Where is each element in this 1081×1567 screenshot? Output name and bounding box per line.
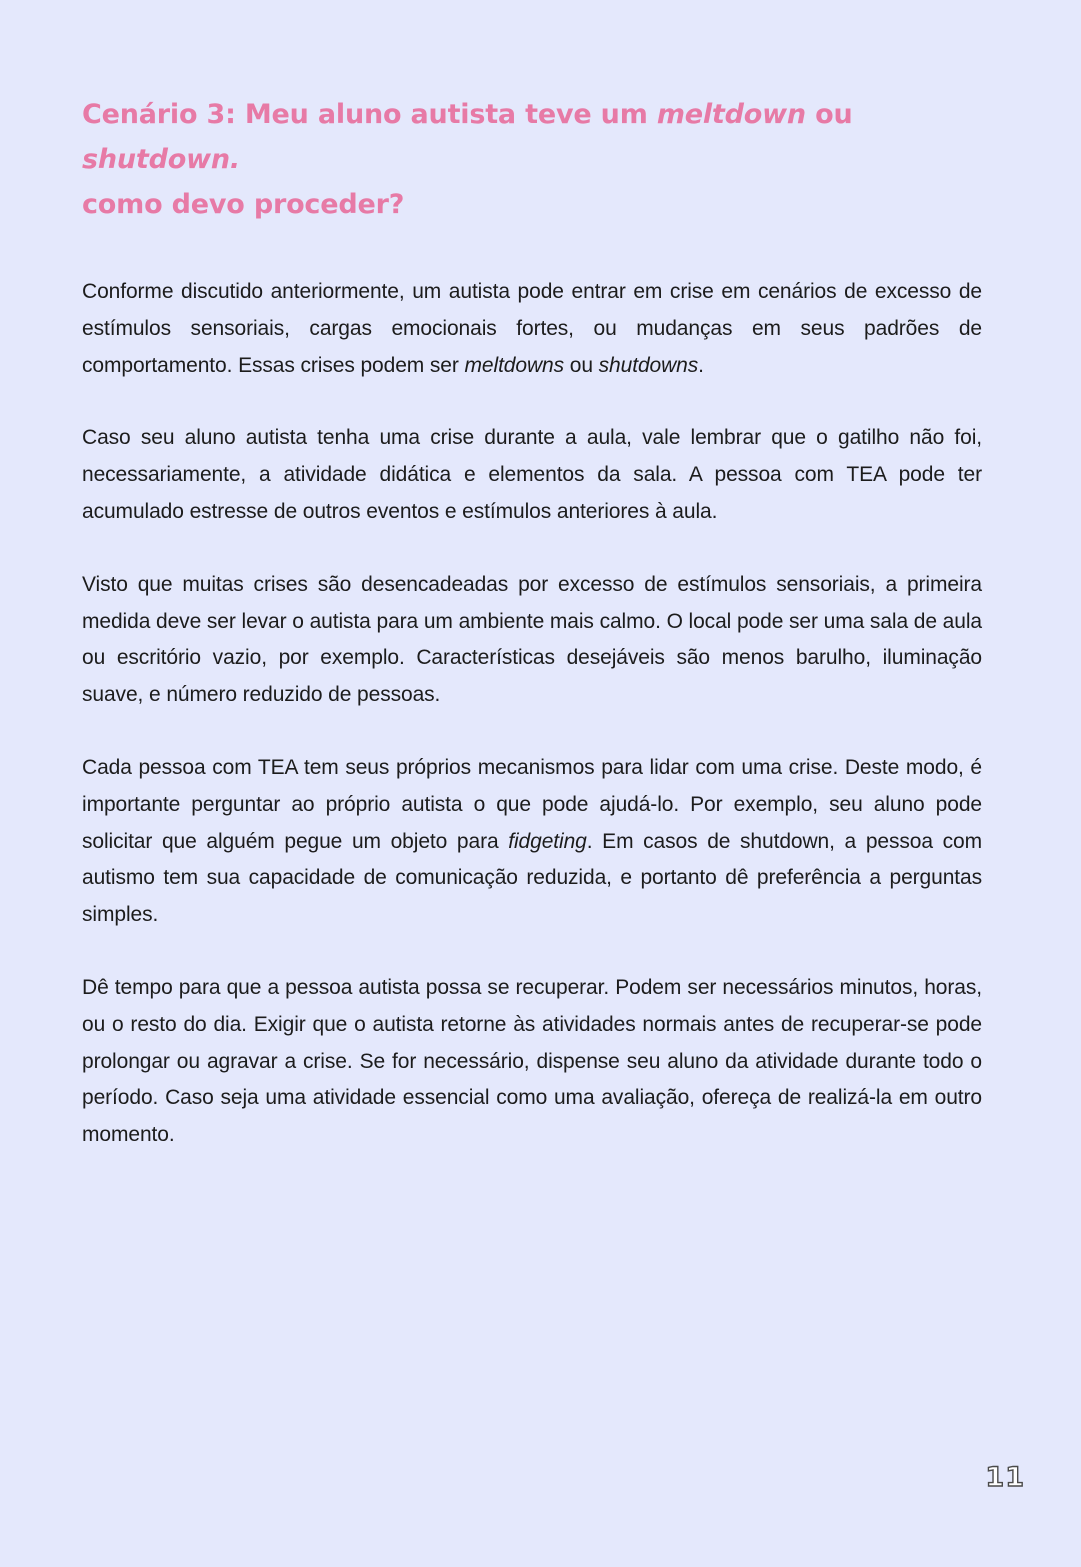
title-emphasis-meltdown: meltdown (656, 99, 806, 130)
title-middle: ou (805, 99, 853, 130)
title-emphasis-shutdown: shutdown. (82, 144, 240, 175)
page-number: 11 (985, 1462, 1025, 1493)
paragraph-4-text-b: . Em casos de shutdown, a pessoa com autismo tem sua capacidade de comunicação reduzida, e portanto dê preferência a perguntas simples. (82, 829, 982, 927)
title-prefix: Cenário 3: Meu aluno autista teve um (82, 99, 657, 130)
paragraph-2: Caso seu aluno autista tenha uma crise durante a aula, vale lembrar que o gatilho não foi, necessariamente, a atividade didática e elementos da sala. A pessoa com TEA pode ter acumulado estresse de outros eventos e estímulos anteriores à aula. (82, 426, 982, 523)
paragraph-1-text-b: ou (564, 353, 599, 377)
title-line-2: como devo proceder? (82, 189, 405, 220)
paragraph-1-emphasis-meltdowns: meltdowns (464, 353, 565, 377)
paragraph-4-emphasis-fidgeting: fidgeting (508, 829, 587, 853)
paragraph-1-emphasis-shutdowns: shutdowns (598, 353, 699, 377)
paragraph-1-text-c: . (698, 353, 704, 377)
paragraph-1 (82, 274, 982, 384)
section-title (82, 92, 982, 227)
paragraph-4-text-a: Cada pessoa com TEA tem seus próprios mecanismos para lidar com uma crise. Deste modo, é importante perguntar ao próprio autista o que pode ajudá-lo. Por exemplo, seu aluno pode solicitar que alguém pegue um objeto para (82, 755, 982, 853)
paragraph-3: Visto que muitas crises são desencadeadas por excesso de estímulos sensoriais, a primeira medida deve ser levar o autista para um ambiente mais calmo. O local pode ser uma sala de aula ou escritório vazio, por exemplo. Características desejáveis são menos barulho, iluminação suave, e número reduzido de pessoas. (82, 572, 982, 707)
paragraph-4 (82, 750, 982, 934)
paragraph-1-text-a: Conforme discutido anteriormente, um autista pode entrar em crise em cenários de excesso de estímulos sensoriais, cargas emocionais fortes, ou mudanças em seus padrões de comportamento. Essas crises podem ser (82, 280, 982, 377)
paragraph-5: Dê tempo para que a pessoa autista possa se recuperar. Podem ser necessários minutos, horas, ou o resto do dia. Exigir que o autista retorne às atividades normais antes de recuperar-se pode prolongar ou agravar a crise. Se for necessário, dispense seu aluno da atividade durante todo o período. Caso seja uma atividade essencial como uma avaliação, ofereça de realizá-la em outro momento. (82, 975, 982, 1147)
page-content (82, 92, 982, 1190)
